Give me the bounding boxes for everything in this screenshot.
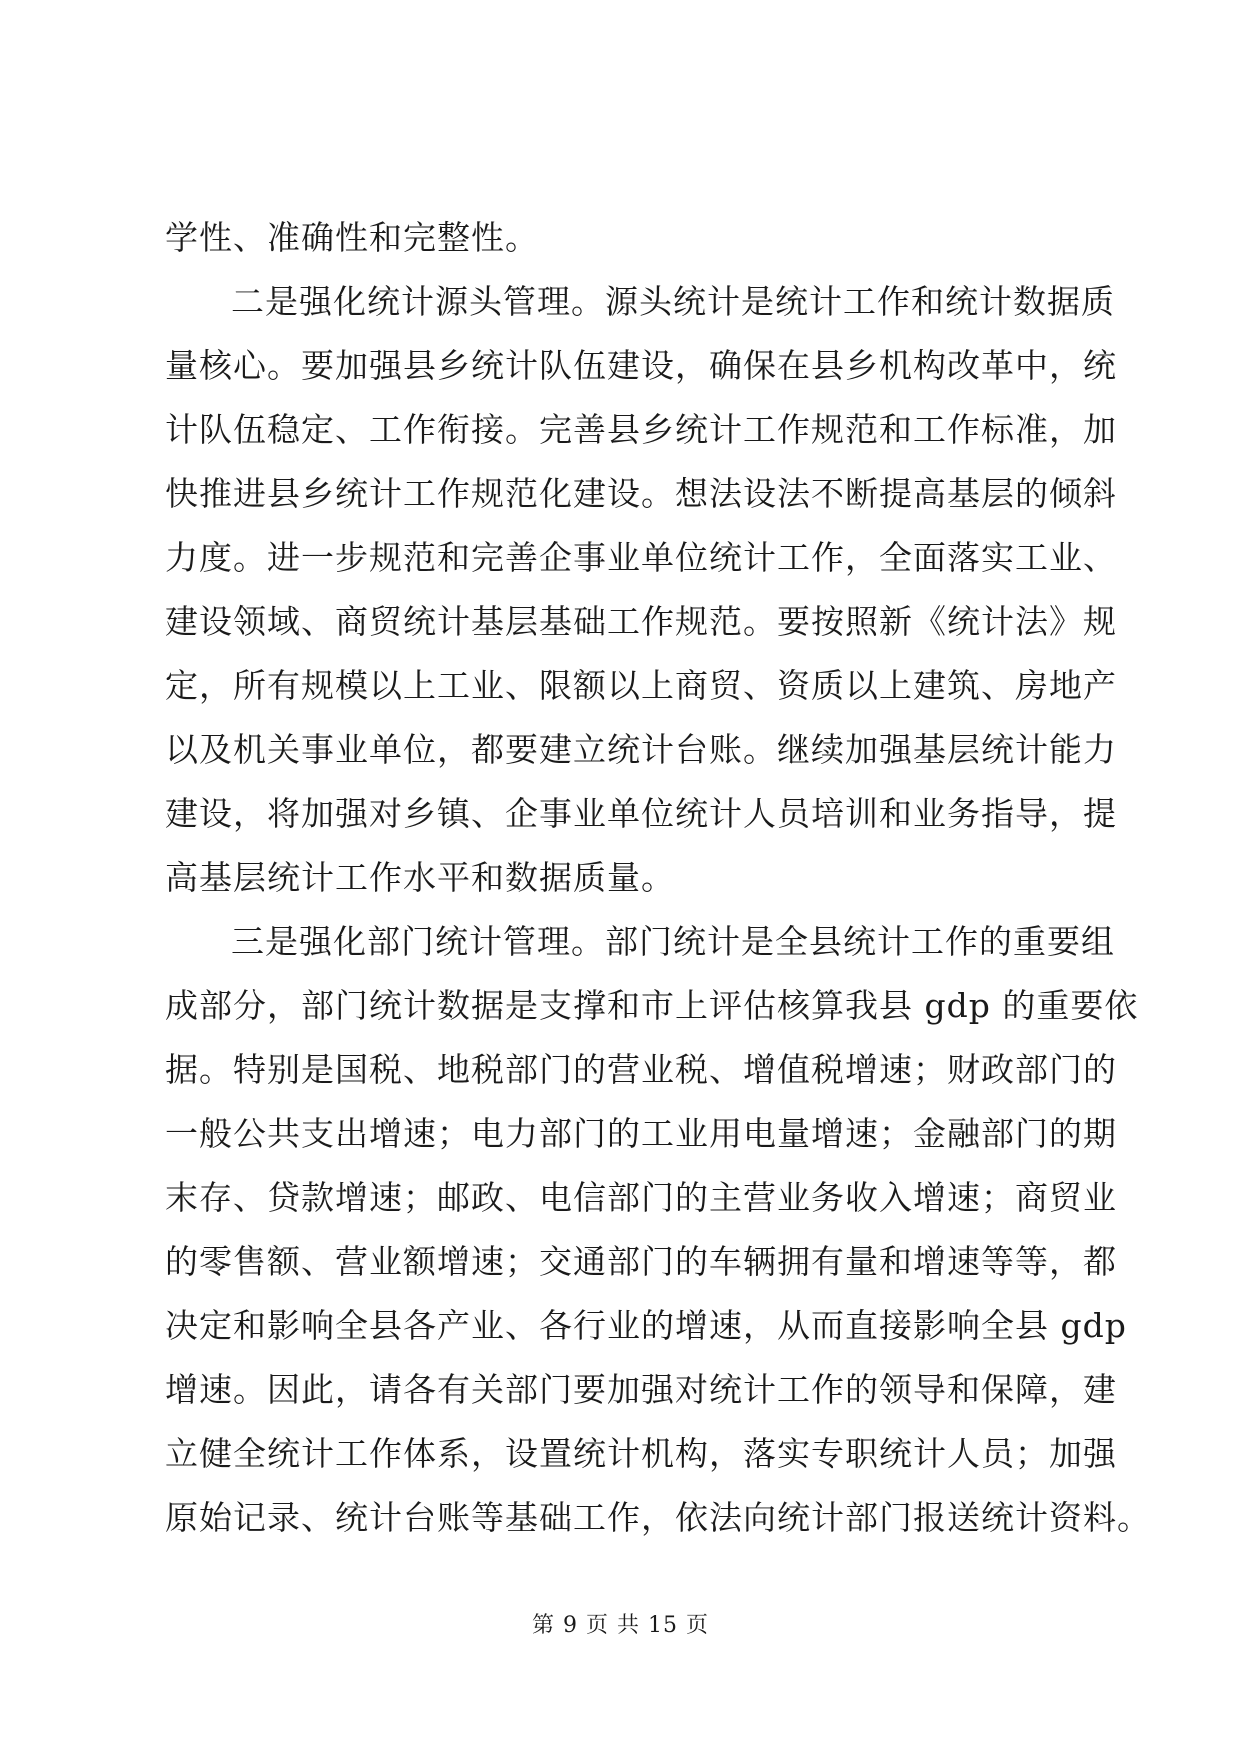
text-line: 学性、准确性和完整性。 [165, 218, 539, 257]
text-line: 立健全统计工作体系，设置统计机构，落实专职统计人员；加强 [165, 1434, 1117, 1473]
text-line: 量核心。要加强县乡统计队伍建设，确保在县乡机构改革中，统 [165, 346, 1117, 385]
page-number-footer: 第 9 页 共 15 页 [532, 1613, 709, 1638]
text-line: 力度。进一步规范和完善企事业单位统计工作，全面落实工业、 [165, 538, 1117, 577]
text-line: 一般公共支出增速；电力部门的工业用电量增速；金融部门的期 [165, 1114, 1117, 1153]
paragraph-start-line: 三是强化部门统计管理。部门统计是全县统计工作的重要组 [231, 922, 1115, 961]
text-line: 决定和影响全县各产业、各行业的增速，从而直接影响全县 gdp [165, 1306, 1127, 1345]
text-line: 高基层统计工作水平和数据质量。 [165, 858, 675, 897]
text-line: 定，所有规模以上工业、限额以上商贸、资质以上建筑、房地产 [165, 666, 1117, 705]
text-line: 据。特别是国税、地税部门的营业税、增值税增速；财政部门的 [165, 1050, 1117, 1089]
text-line: 末存、贷款增速；邮政、电信部门的主营业务收入增速；商贸业 [165, 1178, 1117, 1217]
text-line: 以及机关事业单位，都要建立统计台账。继续加强基层统计能力 [165, 730, 1117, 769]
text-line: 快推进县乡统计工作规范化建设。想法设法不断提高基层的倾斜 [165, 474, 1117, 513]
text-line: 建设，将加强对乡镇、企事业单位统计人员培训和业务指导，提 [165, 794, 1117, 833]
text-line: 建设领域、商贸统计基层基础工作规范。要按照新《统计法》规 [165, 602, 1117, 641]
text-line: 计队伍稳定、工作衔接。完善县乡统计工作规范和工作标准，加 [165, 410, 1117, 449]
text-line: 的零售额、营业额增速；交通部门的车辆拥有量和增速等等，都 [165, 1242, 1117, 1281]
paragraph-start-line: 二是强化统计源头管理。源头统计是统计工作和统计数据质 [231, 282, 1115, 321]
body-text [165, 206, 1151, 1550]
text-line: 成部分，部门统计数据是支撑和市上评估核算我县 gdp 的重要依 [165, 986, 1139, 1025]
text-line: 原始记录、统计台账等基础工作，依法向统计部门报送统计资料。 [165, 1498, 1151, 1537]
text-line: 增速。因此，请各有关部门要加强对统计工作的领导和保障，建 [165, 1370, 1117, 1409]
